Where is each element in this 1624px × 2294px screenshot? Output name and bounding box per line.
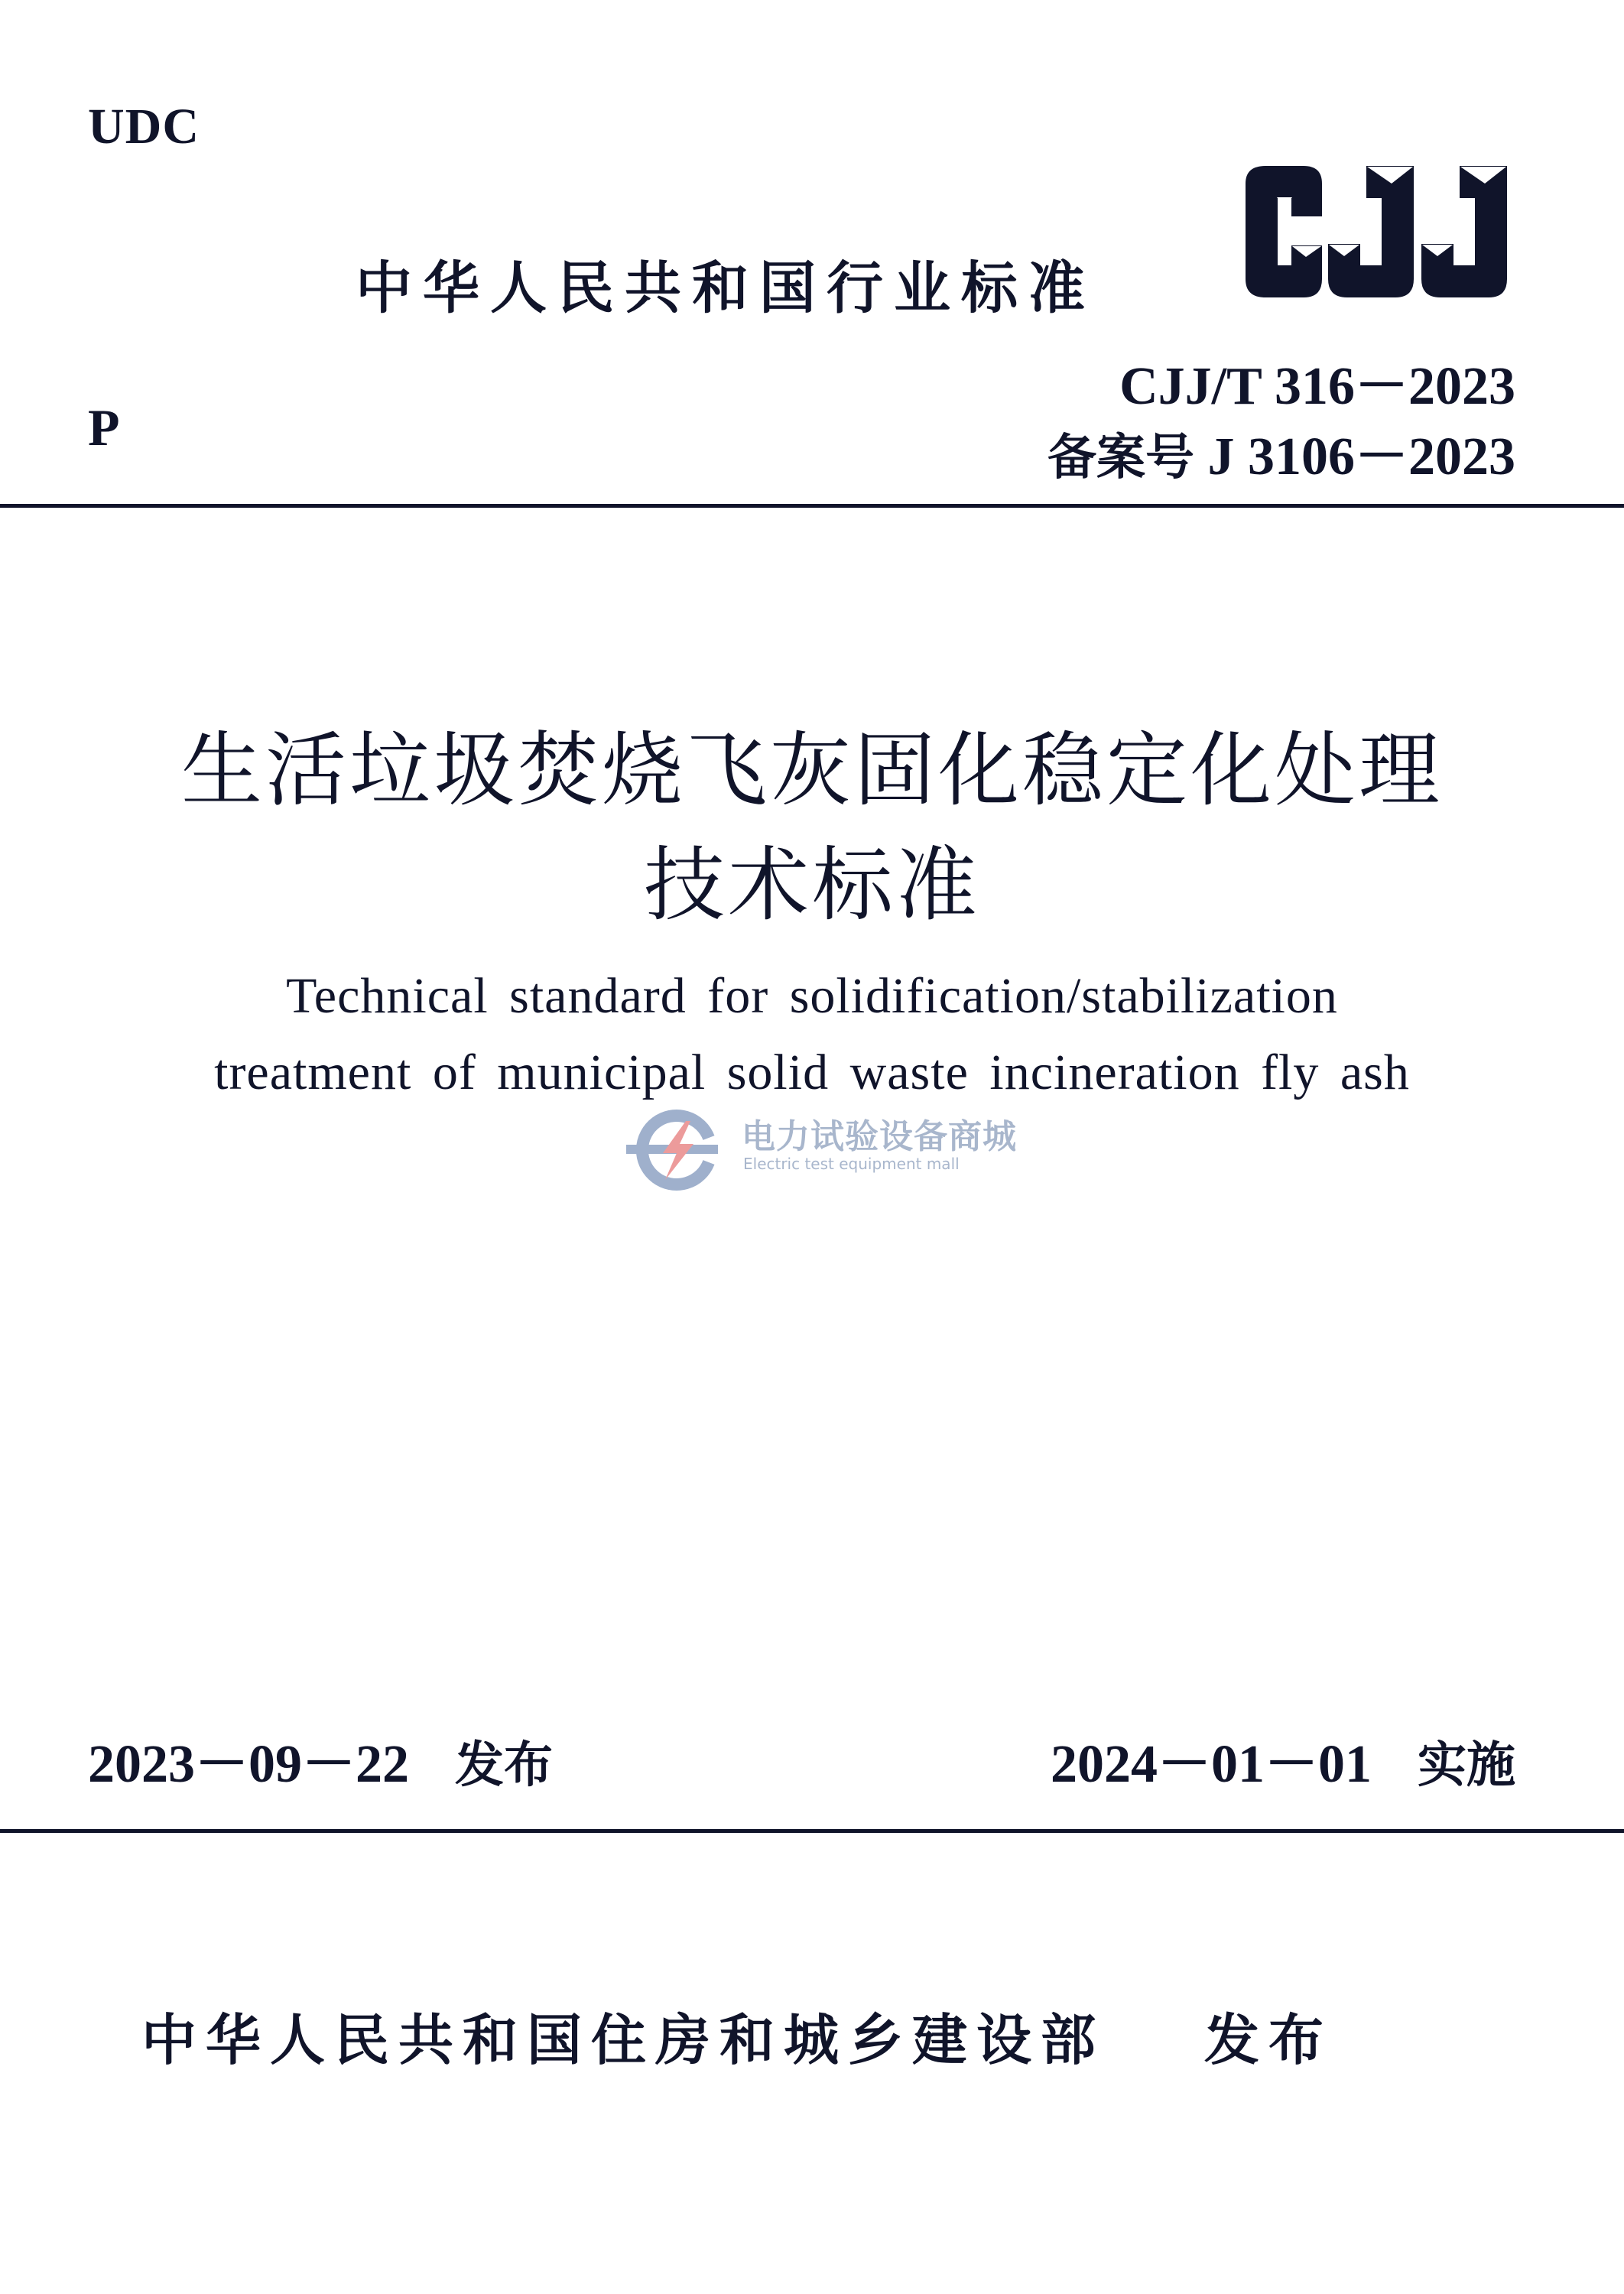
watermark-en-text: Electric test equipment mall <box>743 1155 960 1173</box>
publisher-name: 中华人民共和国住房和城乡建设部 <box>141 2008 1106 2072</box>
title-en-line1: Technical standard for solidification/stabilization <box>286 968 1338 1024</box>
issue-date-line <box>88 1720 553 1798</box>
publisher-action: 发布 <box>1204 2008 1333 2072</box>
cjj-logo-icon <box>1231 161 1522 302</box>
record-number-line <box>1047 413 1515 490</box>
effective-date: 2024－01－01 <box>1051 1735 1372 1794</box>
title-en-line2: treatment of municipal solid waste incineration fly ash <box>214 1045 1410 1100</box>
bottom-divider <box>0 1829 1624 1833</box>
title-cn-line1: 生活垃圾焚烧飞灰固化稳定化处理 <box>181 723 1443 817</box>
standard-number: CJJ/T 316－2023 <box>1119 357 1515 416</box>
issue-date: 2023－09－22 <box>88 1735 409 1794</box>
udc-label: UDC <box>88 99 200 154</box>
watermark <box>623 1107 1021 1191</box>
effective-label: 实施 <box>1418 1737 1515 1794</box>
title-cn-line2: 技术标准 <box>644 838 980 932</box>
publisher-line <box>141 1996 1333 2075</box>
industry-standard-heading: 中华人民共和国行业标准 <box>356 255 1096 321</box>
effective-date-line <box>1051 1720 1515 1798</box>
classification-code: P <box>88 398 120 457</box>
issue-label: 发布 <box>455 1737 553 1794</box>
record-number: J 3106－2023 <box>1207 427 1515 486</box>
watermark-cn-text: 电力试验设备商城 <box>742 1117 1017 1156</box>
lightning-e-logo-icon <box>623 1107 730 1191</box>
record-label: 备案号 <box>1047 430 1194 486</box>
top-divider <box>0 504 1624 508</box>
